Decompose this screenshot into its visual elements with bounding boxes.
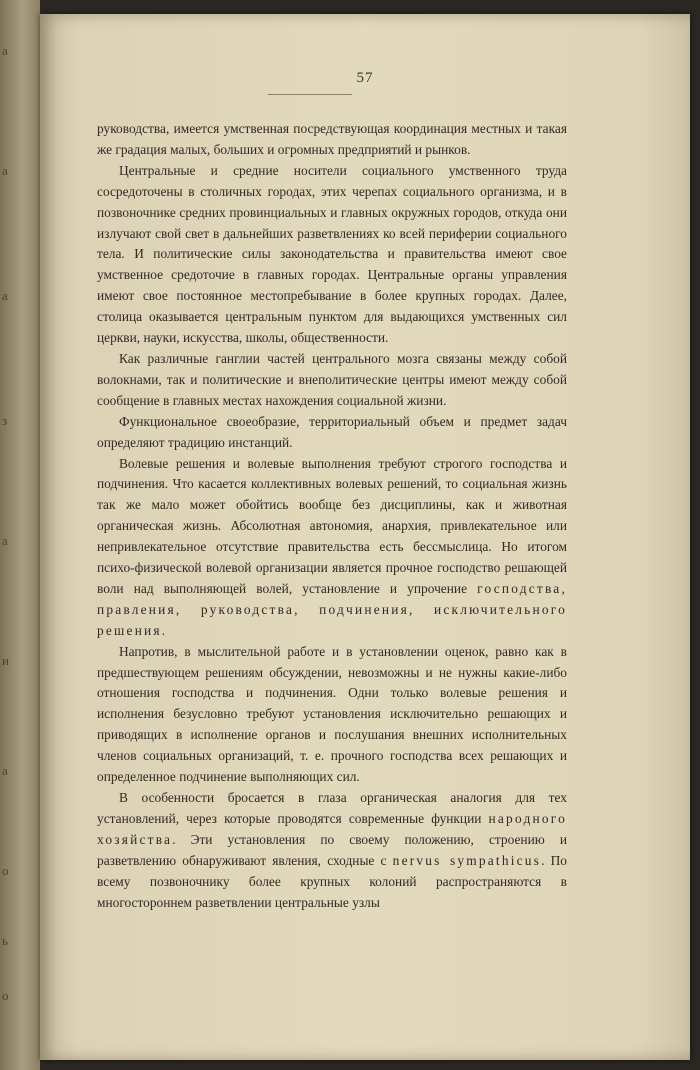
paragraph-text: . По всему позвоночнику более крупных колоний распространяются в многостороннем разветвлении центральные узлы <box>97 852 567 910</box>
facing-page-fragment: з <box>2 413 8 428</box>
page-number: 57 <box>356 70 374 86</box>
spaced-emphasis: nervus sympathicus <box>392 852 542 868</box>
paragraph-text: . Эти установления по своему положению, строению и разветвлению обнаруживают явления, сходные с <box>97 831 567 868</box>
body-text <box>97 119 567 913</box>
facing-page-fragment: а <box>2 763 8 778</box>
spaced-emphasis: господства, правления, руководства, подчинения, исключительного решения <box>97 580 567 638</box>
paragraph <box>97 788 567 913</box>
paragraph <box>97 454 567 642</box>
facing-page-fragment: а <box>2 533 8 548</box>
paragraph: Как различные ганглии частей центрального мозга связаны между собой волокнами, так и политические и внеполитические центры имеют между собой сообщение в главных местах нахождения социальной жизни. <box>97 350 567 408</box>
book-page <box>40 14 690 1060</box>
facing-page-fragment: ь <box>2 933 8 948</box>
facing-page-fragment: а <box>2 288 8 303</box>
facing-page-fragment: о <box>2 863 9 878</box>
paragraph-text: В особенности бросается в глаза органическая аналогия для тех установлений, через которые проводятся современные функции <box>97 790 567 826</box>
facing-page-fragment: а <box>2 163 8 178</box>
paragraph-text: . <box>161 622 166 638</box>
paragraph: руководства, имеется умственная посредствующая координация местных и такая же градация малых, больших и огромных предприятий и рынков. <box>97 121 567 157</box>
paragraph: Функциональное своеобразие, территориальный объем и предмет задач определяют традицию инстанций. <box>97 413 567 450</box>
facing-page-edge <box>0 0 40 1070</box>
spaced-emphasis: народного хозяйства <box>97 810 567 847</box>
paragraph-text: Волевые решения и волевые выполнения требуют строгого господства и подчинения. Что касается коллективных волевых решений, то социальная жизнь так же мало может обойтись вообще без дисциплины, как и животная органическая жизнь. Абсолютная автономия, анархия, привлекательное или непривлекательное отсутствие правительства есть бессмыслица. Но итогом психо-физической волевой организации является прочное господство решающей воли над выполняющей волей, установление и упрочение <box>97 455 567 596</box>
facing-page-fragment: и <box>2 653 9 668</box>
paragraph: Напротив, в мыслительной работе и в установлении оценок, равно как в предшествующем решениям обсуждении, невозможны и не нужны какие-либо отношения господства и подчинения. Одни только волевые решения и исполнения безусловно требуют установления исключительно решающих и приводящих в исполнение органов и послушания внешних исполнительных членов социальных организаций, т. е. прочного господства всех решающих и определенное подчинение выполняющих сил. <box>97 643 567 785</box>
facing-page-fragment: а <box>2 43 8 58</box>
facing-page-fragment: о <box>2 988 9 1003</box>
paragraph: Центральные и средние носители социального умственного труда сосредоточены в столичных городах, этих черепах социального организма, и в позвоночнике средних провинциальных и главных окружных городов, откуда они излучают свой свет в дальнейших разветвлениях ко всей периферии социального тела. И политические силы законодательства и правительства имеют свое умственное средоточие в главных городах. Центральные органы управления имеют свое постоянное местопребывание в более крупных городах. Далее, столица оказывается центральным пунктом для выдающихся умственных сил церкви, науки, искусства, школы, общественности. <box>97 162 567 346</box>
header-rule <box>268 94 352 95</box>
